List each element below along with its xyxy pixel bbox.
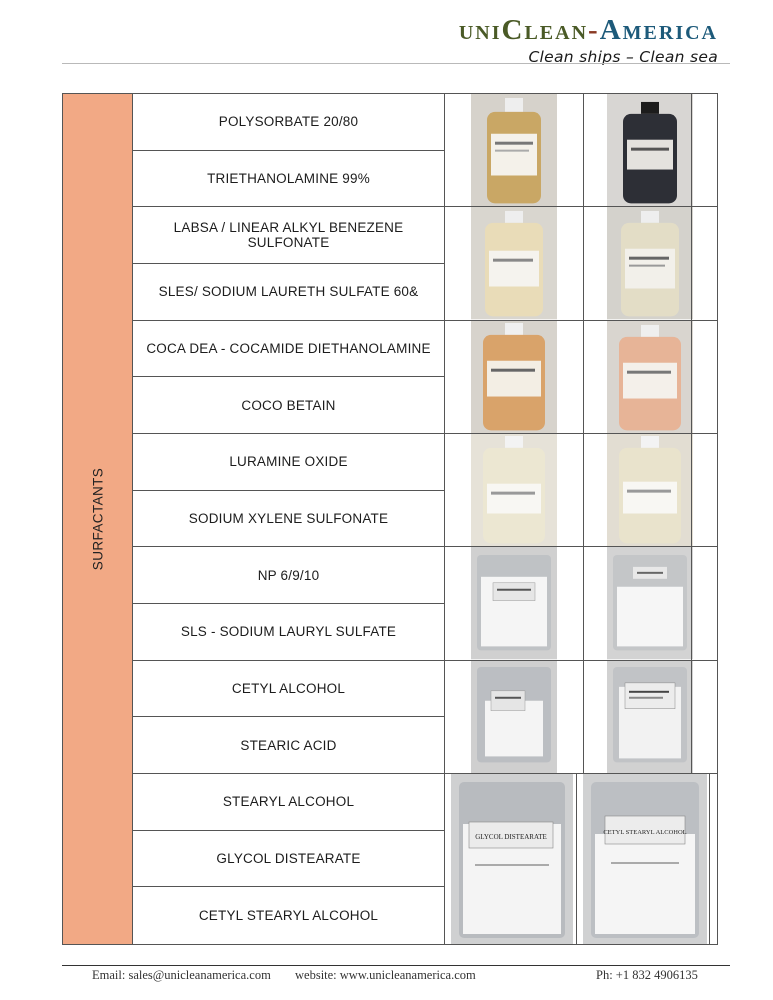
footer-divider [62, 965, 730, 966]
product-name: NP 6/9/10 [133, 547, 444, 604]
brand-logo [459, 14, 718, 46]
category-cell [63, 94, 133, 944]
amber-bottle-photo [471, 94, 557, 206]
cell-divider [583, 434, 584, 546]
brand-header [459, 14, 718, 66]
cell-divider [583, 547, 584, 659]
cell-divider [691, 547, 692, 659]
amber-bottle-photo [471, 321, 557, 433]
photo-row [445, 774, 717, 944]
cell-divider [583, 321, 584, 433]
product-name: SLS - SODIUM LAURYL SULFATE [133, 604, 444, 661]
cell-divider [709, 774, 710, 944]
peach-bottle-photo [607, 321, 693, 433]
photo-row [445, 434, 717, 547]
product-name: POLYSORBATE 20/80 [133, 94, 444, 151]
product-name: SODIUM XYLENE SULFONATE [133, 491, 444, 548]
photo-row [445, 547, 717, 660]
bag-label-text: GLYCOL DISTEARATE [475, 833, 547, 841]
product-name: SLES/ SODIUM LAURETH SULFATE 60& [133, 264, 444, 321]
clear-bottle-photo [607, 207, 693, 319]
cell-divider [691, 321, 692, 433]
category-label: SURFACTANTS [90, 467, 106, 571]
cell-divider [691, 661, 692, 773]
product-name-column [133, 94, 445, 944]
photo-row [445, 207, 717, 320]
product-name: CETYL ALCOHOL [133, 661, 444, 718]
brand-name-part1: uniClean [458, 14, 589, 46]
powder-bag-photo [451, 774, 573, 944]
cell-divider [583, 661, 584, 773]
clear-bottle-photo [471, 207, 557, 319]
product-name: STEARIC ACID [133, 717, 444, 774]
brand-dash: - [588, 14, 600, 46]
product-table [62, 93, 718, 945]
cell-divider [583, 207, 584, 319]
product-name: TRIETHANOLAMINE 99% [133, 151, 444, 208]
photo-row [445, 321, 717, 434]
brand-name-part2: America [599, 14, 718, 46]
cell-divider [691, 94, 692, 206]
brand-tagline: Clean ships – Clean sea [528, 48, 718, 66]
product-name: GLYCOL DISTEARATE [133, 831, 444, 888]
product-name: LURAMINE OXIDE [133, 434, 444, 491]
cell-divider [691, 207, 692, 319]
photo-row [445, 661, 717, 774]
powder-bag-photo [607, 661, 693, 773]
bag-label-text: CETYL STEARYL ALCOHOL [603, 829, 687, 836]
product-name: STEARYL ALCOHOL [133, 774, 444, 831]
powder-bag-photo [583, 774, 707, 944]
powder-bag-photo [471, 547, 557, 659]
footer-email[interactable]: Email: sales@unicleanamerica.com [92, 968, 271, 982]
footer-phone: Ph: +1 832 4906135 [596, 968, 698, 982]
photo-row [445, 94, 717, 207]
cloudy-bottle-photo [471, 434, 557, 546]
product-photo-column [445, 94, 717, 944]
header-divider [62, 63, 730, 64]
product-name: LABSA / LINEAR ALKYL BENEZENE SULFONATE [133, 207, 444, 264]
product-name: COCO BETAIN [133, 377, 444, 434]
cloudy-bottle-photo [607, 434, 693, 546]
powder-bag-photo [607, 547, 693, 659]
dark-bottle-photo [607, 94, 693, 206]
powder-bag-photo [471, 661, 557, 773]
product-name: CETYL STEARYL ALCOHOL [198, 908, 379, 924]
cell-divider [691, 434, 692, 546]
cell-divider [576, 774, 577, 944]
product-name: COCA DEA - COCAMIDE DIETHANOLAMINE [133, 321, 444, 378]
footer-website[interactable]: website: www.unicleanamerica.com [295, 968, 476, 982]
cell-divider [583, 94, 584, 206]
